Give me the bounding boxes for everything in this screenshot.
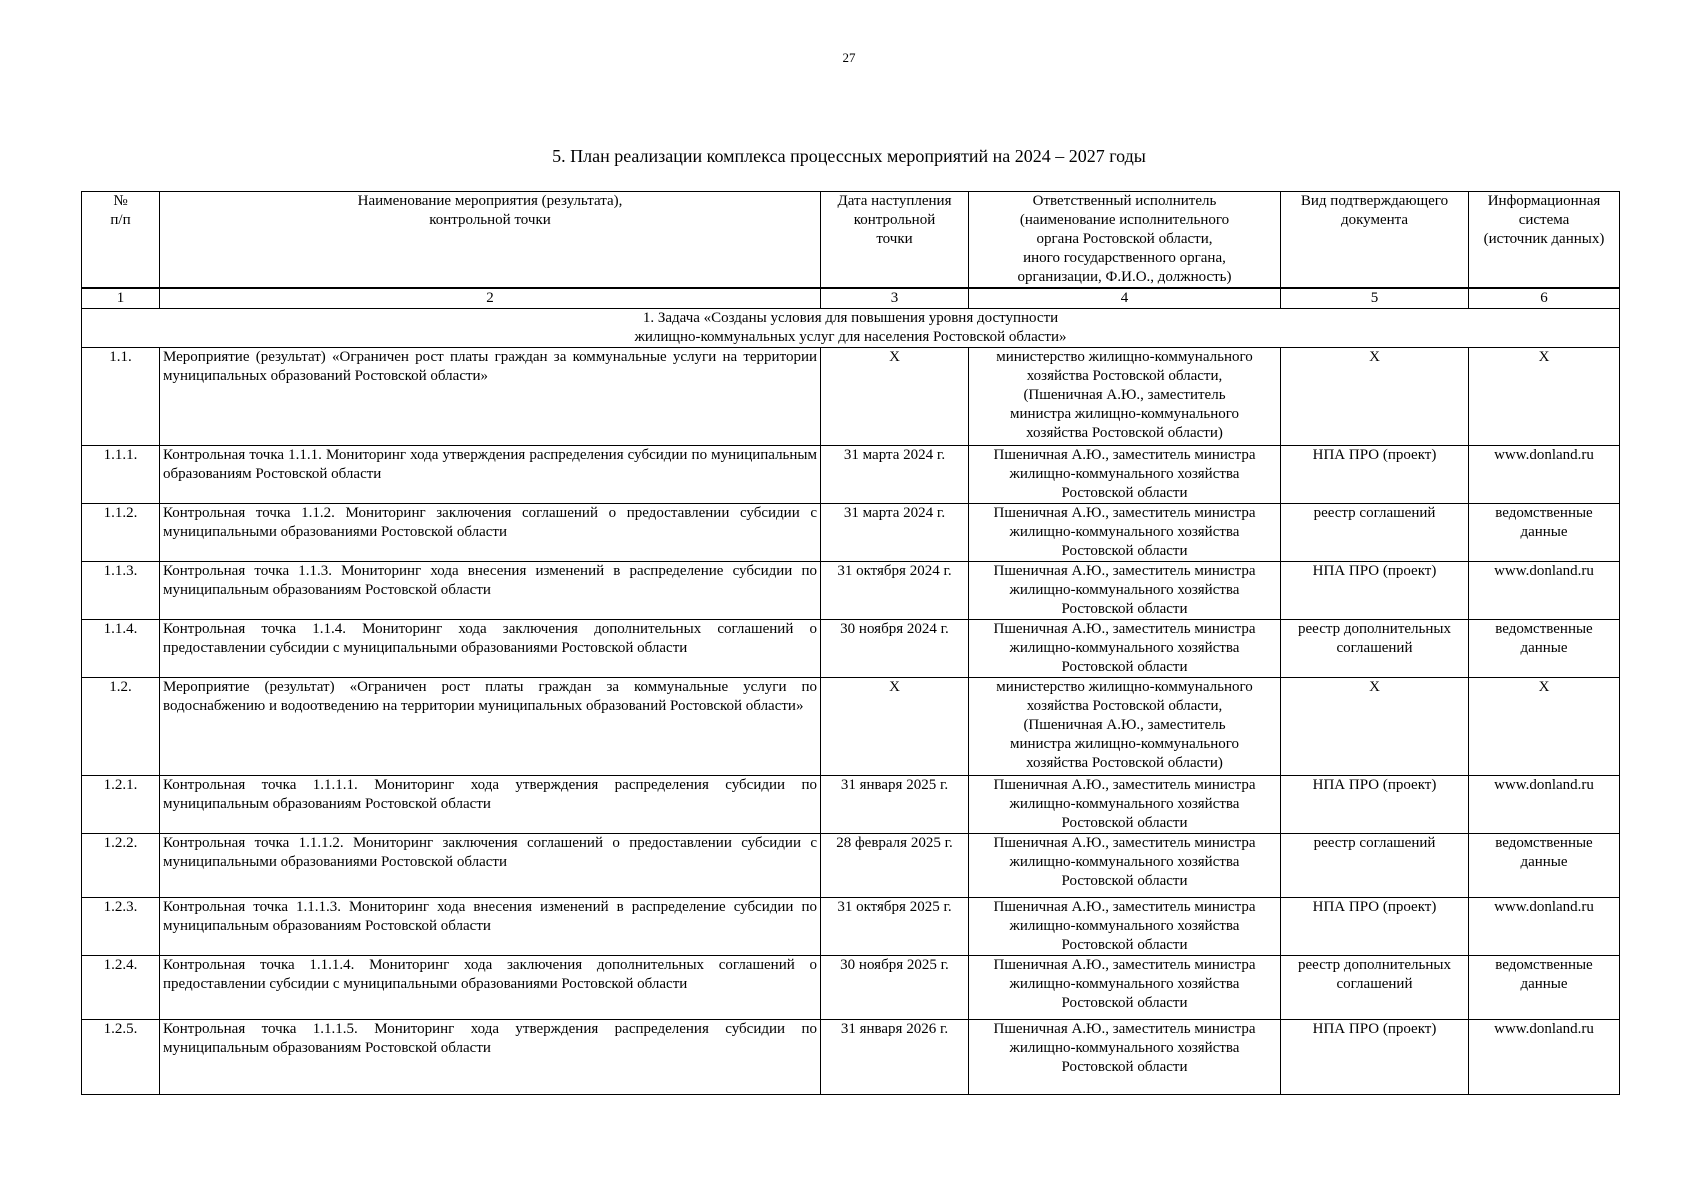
responsible-executor: Пшеничная А.Ю., заместитель министра жилищно-коммунального хозяйства Ростовской области [969,956,1281,1020]
control-date: 31 января 2025 г. [821,776,969,834]
event-name: Контрольная точка 1.1.4. Мониторинг хода заключения дополнительных соглашений о предоставлении субсидии с муниципальными образованиями Ростовской области [160,620,821,678]
information-system: ведомственные данные [1469,834,1620,898]
responsible-executor: министерство жилищно-коммунального хозяйства Ростовской области, (Пшеничная А.Ю., заместитель министра жилищно-коммунального хозяйства Ростовской области) [969,678,1281,776]
header-date: Дата наступления контрольной точки [821,192,969,289]
row-number: 1.1.1. [82,446,160,504]
column-number: 6 [1469,288,1620,309]
information-system: www.donland.ru [1469,898,1620,956]
column-number: 1 [82,288,160,309]
confirming-document: реестр дополнительных соглашений [1281,620,1469,678]
event-name: Контрольная точка 1.1.3. Мониторинг хода внесения изменений в распределение субсидии по муниципальным образованиям Ростовской области [160,562,821,620]
responsible-executor: Пшеничная А.Ю., заместитель министра жилищно-коммунального хозяйства Ростовской области [969,834,1281,898]
task-heading: 1. Задача «Созданы условия для повышения уровня доступности жилищно-коммунальных услуг для населения Ростовской области» [82,309,1620,348]
event-name: Контрольная точка 1.1.1.3. Мониторинг хода внесения изменений в распределение субсидии по муниципальным образованиям Ростовской области [160,898,821,956]
table-row [82,898,1620,956]
table-row [82,776,1620,834]
control-date: 31 октября 2024 г. [821,562,969,620]
row-number: 1.1.3. [82,562,160,620]
information-system: www.donland.ru [1469,446,1620,504]
column-number-row [82,288,1620,309]
event-name: Контрольная точка 1.1.1.2. Мониторинг заключения соглашений о предоставлении субсидии с муниципальными образованиями Ростовской области [160,834,821,898]
header-doc-type: Вид подтверждающего документа [1281,192,1469,289]
information-system: www.donland.ru [1469,562,1620,620]
information-system: ведомственные данные [1469,504,1620,562]
event-name: Контрольная точка 1.1.1. Мониторинг хода утверждения распределения субсидии по муниципальным образованиям Ростовской области [160,446,821,504]
event-name: Контрольная точка 1.1.1.4. Мониторинг хода заключения дополнительных соглашений о предоставлении субсидии с муниципальными образованиями Ростовской области [160,956,821,1020]
control-date: 30 ноября 2025 г. [821,956,969,1020]
table-row [82,1020,1620,1095]
table-row [82,446,1620,504]
control-date: 31 марта 2024 г. [821,504,969,562]
control-date: 31 марта 2024 г. [821,446,969,504]
column-number: 2 [160,288,821,309]
responsible-executor: Пшеничная А.Ю., заместитель министра жилищно-коммунального хозяйства Ростовской области [969,562,1281,620]
table-row [82,504,1620,562]
row-number: 1.1.2. [82,504,160,562]
row-number: 1.2.3. [82,898,160,956]
header-num: № п/п [82,192,160,289]
confirming-document: НПА ПРО (проект) [1281,1020,1469,1095]
row-number: 1.2. [82,678,160,776]
event-name: Контрольная точка 1.1.1.1. Мониторинг хода утверждения распределения субсидии по муниципальным образованиям Ростовской области [160,776,821,834]
page-number: 27 [842,50,856,65]
table-row [82,956,1620,1020]
confirming-document: НПА ПРО (проект) [1281,898,1469,956]
implementation-plan-table [81,191,1620,1095]
information-system: ведомственные данные [1469,956,1620,1020]
information-system: www.donland.ru [1469,1020,1620,1095]
column-number: 5 [1281,288,1469,309]
header-info-system: Информационная система (источник данных) [1469,192,1620,289]
responsible-executor: Пшеничная А.Ю., заместитель министра жилищно-коммунального хозяйства Ростовской области [969,504,1281,562]
control-date: X [821,348,969,446]
responsible-executor: Пшеничная А.Ю., заместитель министра жилищно-коммунального хозяйства Ростовской области [969,446,1281,504]
information-system: ведомственные данные [1469,620,1620,678]
row-number: 1.2.2. [82,834,160,898]
row-number: 1.2.4. [82,956,160,1020]
column-number: 3 [821,288,969,309]
confirming-document: НПА ПРО (проект) [1281,446,1469,504]
responsible-executor: министерство жилищно-коммунального хозяйства Ростовской области, (Пшеничная А.Ю., заместитель министра жилищно-коммунального хозяйства Ростовской области) [969,348,1281,446]
table-header-row [82,192,1620,289]
confirming-document: X [1281,678,1469,776]
column-number: 4 [969,288,1281,309]
responsible-executor: Пшеничная А.Ю., заместитель министра жилищно-коммунального хозяйства Ростовской области [969,776,1281,834]
table-row [82,834,1620,898]
information-system: X [1469,678,1620,776]
information-system: X [1469,348,1620,446]
control-date: 31 октября 2025 г. [821,898,969,956]
confirming-document: реестр соглашений [1281,834,1469,898]
header-executor: Ответственный исполнитель (наименование исполнительного органа Ростовской области, иного государственного органа, организации, Ф.И.О., должность) [969,192,1281,289]
responsible-executor: Пшеничная А.Ю., заместитель министра жилищно-коммунального хозяйства Ростовской области [969,620,1281,678]
responsible-executor: Пшеничная А.Ю., заместитель министра жилищно-коммунального хозяйства Ростовской области [969,1020,1281,1095]
control-date: X [821,678,969,776]
row-number: 1.2.1. [82,776,160,834]
responsible-executor: Пшеничная А.Ю., заместитель министра жилищно-коммунального хозяйства Ростовской области [969,898,1281,956]
table-row [82,562,1620,620]
table-row [82,678,1620,776]
event-name: Контрольная точка 1.1.2. Мониторинг заключения соглашений о предоставлении субсидии с муниципальными образованиями Ростовской области [160,504,821,562]
information-system: www.donland.ru [1469,776,1620,834]
control-date: 31 января 2026 г. [821,1020,969,1095]
event-name: Контрольная точка 1.1.1.5. Мониторинг хода утверждения распределения субсидии по муниципальным образованиям Ростовской области [160,1020,821,1095]
confirming-document: реестр соглашений [1281,504,1469,562]
header-name: Наименование мероприятия (результата), контрольной точки [160,192,821,289]
confirming-document: НПА ПРО (проект) [1281,776,1469,834]
control-date: 30 ноября 2024 г. [821,620,969,678]
table-row [82,620,1620,678]
confirming-document: НПА ПРО (проект) [1281,562,1469,620]
row-number: 1.1. [82,348,160,446]
confirming-document: реестр дополнительных соглашений [1281,956,1469,1020]
row-number: 1.1.4. [82,620,160,678]
event-name: Мероприятие (результат) «Ограничен рост платы граждан за коммунальные услуги по водоснабжению и водоотведению на территории муниципальных образований Ростовской области» [160,678,821,776]
row-number: 1.2.5. [82,1020,160,1095]
task-row [82,309,1620,348]
confirming-document: X [1281,348,1469,446]
control-date: 28 февраля 2025 г. [821,834,969,898]
table-row [82,348,1620,446]
event-name: Мероприятие (результат) «Ограничен рост платы граждан за коммунальные услуги на территории муниципальных образований Ростовской области» [160,348,821,446]
document-title: 5. План реализации комплекса процессных мероприятий на 2024 – 2027 годы [552,146,1146,166]
